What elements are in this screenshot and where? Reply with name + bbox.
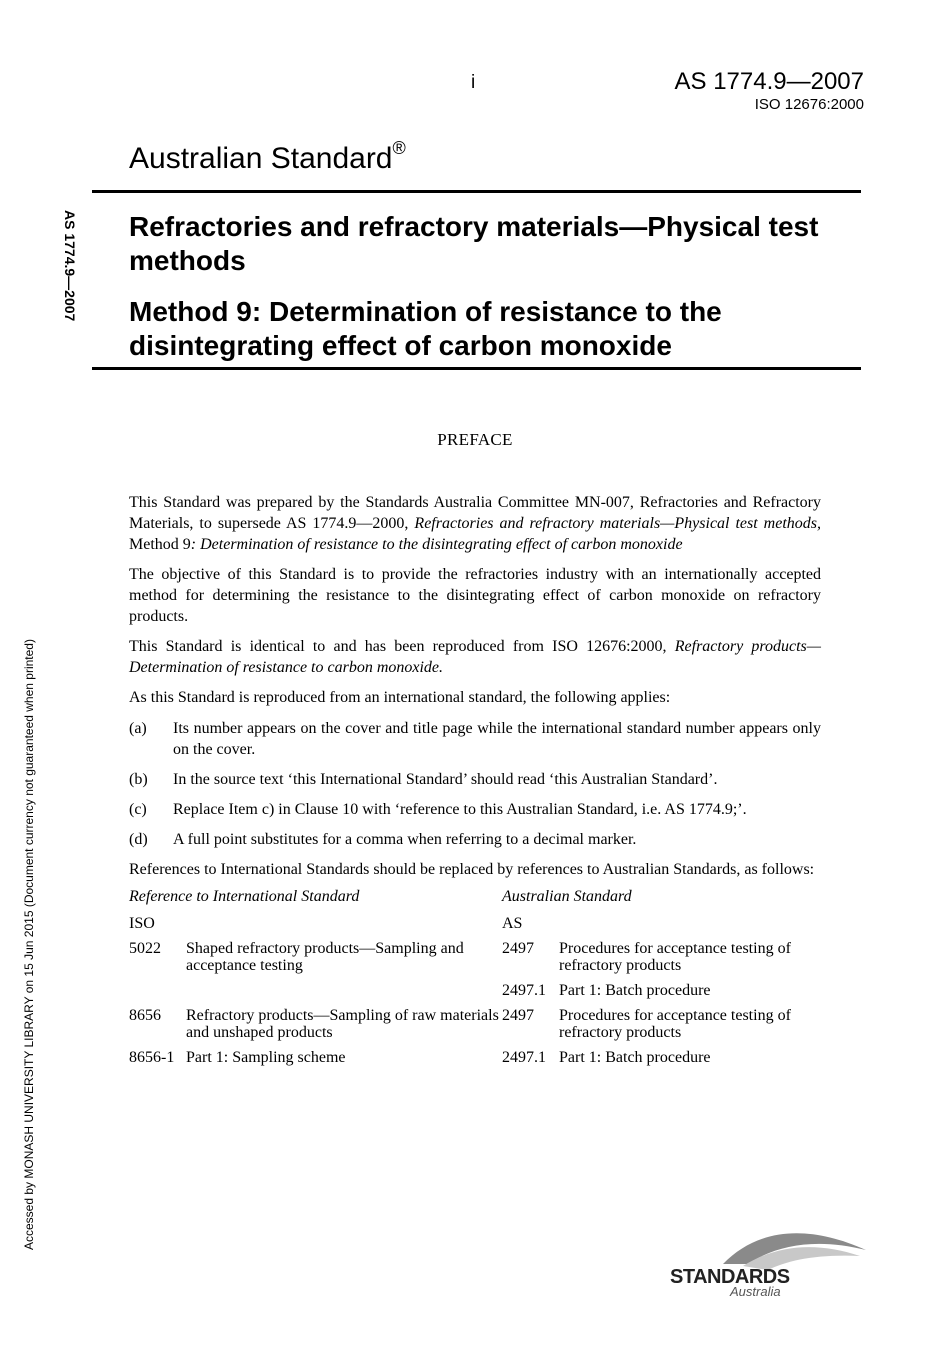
list-item-text: Replace Item c) in Clause 10 with ‘reference to this Australian Standard, i.e. AS 1774.9;’. bbox=[173, 801, 747, 818]
access-watermark: Accessed by MONASH UNIVERSITY LIBRARY on 15 Jun 2015 (Document currency not guaranteed when printed) bbox=[22, 639, 36, 1250]
iso-code: 8656-1 bbox=[129, 1049, 175, 1066]
list-item-label: (c) bbox=[129, 801, 147, 818]
preface-paragraph-5: References to International Standards should be replaced by references to Australian Standards, as follows: bbox=[129, 861, 815, 878]
document-title: Refractories and refractory materials—Physical test methods bbox=[129, 211, 819, 276]
table-org-row bbox=[129, 915, 849, 940]
iso-title: Refractory products—Sampling of raw materials and unshaped products bbox=[186, 1007, 499, 1041]
table-row bbox=[129, 982, 849, 1007]
right-column-header bbox=[502, 881, 849, 915]
table-header-row bbox=[129, 881, 849, 915]
p1-method: Method 9 bbox=[129, 536, 191, 553]
iso-title bbox=[186, 982, 502, 1007]
list-item-text: Its number appears on the cover and title page while the international standard number appears only on the cover. bbox=[173, 720, 821, 758]
as-code: 2497.1 bbox=[502, 982, 546, 999]
iso-title: Shaped refractory products—Sampling and acceptance testing bbox=[186, 940, 464, 974]
p3-cited-title: Refractory products—Determination of resistance to carbon monoxide. bbox=[129, 638, 821, 676]
iso-code: 8656 bbox=[129, 1007, 161, 1024]
logo-subtitle: Australia bbox=[730, 1284, 781, 1299]
iso-title: Part 1: Sampling scheme bbox=[186, 1049, 346, 1066]
list-item-label: (a) bbox=[129, 720, 147, 737]
left-header-text: Reference to International Standard bbox=[129, 888, 360, 905]
p1-method-title: : Determination of resistance to the disintegrating effect of carbon monoxide bbox=[190, 536, 683, 553]
table-row bbox=[129, 1007, 849, 1049]
logo-wordmark: STANDARDS bbox=[670, 1266, 790, 1288]
as-title: Procedures for acceptance testing of refractory products bbox=[559, 1007, 791, 1041]
iso-number: ISO 12676:2000 bbox=[754, 96, 864, 113]
as-code: 2497 bbox=[502, 1007, 534, 1024]
preface-paragraph-3 bbox=[129, 636, 821, 678]
title-rule-top bbox=[92, 190, 861, 193]
left-org: ISO bbox=[129, 915, 155, 932]
as-code: 2497 bbox=[502, 940, 534, 957]
list-item-text: In the source text ‘this International Standard’ should read ‘this Australian Standard’. bbox=[173, 771, 718, 788]
p3-text-start: This Standard is identical to and has been reproduced from ISO 12676:2000, bbox=[129, 638, 675, 655]
right-org: AS bbox=[502, 915, 523, 932]
right-header-text: Australian Standard bbox=[502, 888, 632, 905]
list-item bbox=[129, 829, 821, 850]
list-item-label: (d) bbox=[129, 831, 148, 848]
iso-code: 5022 bbox=[129, 940, 161, 957]
page-number: i bbox=[471, 72, 476, 93]
preface-body bbox=[129, 492, 821, 1074]
registered-mark: ® bbox=[392, 138, 406, 158]
preface-paragraph-4: As this Standard is reproduced from an international standard, the following applies: bbox=[129, 689, 671, 706]
table-row bbox=[129, 940, 849, 982]
method-title: Method 9: Determination of resistance to the disintegrating effect of carbon monoxide bbox=[129, 296, 722, 361]
list-item-label: (b) bbox=[129, 771, 148, 788]
preface-paragraph-1 bbox=[129, 492, 821, 555]
list-item-text: A full point substitutes for a comma when referring to a decimal marker. bbox=[173, 831, 637, 848]
standard-number: AS 1774.9—2007 bbox=[674, 68, 864, 95]
preface-paragraph-2: The objective of this Standard is to provide the refractories industry with an internationally accepted method for determining the resistance to the disintegrating effect of carbon monoxide on refractory products. bbox=[129, 566, 821, 625]
side-standard-code: AS 1774.9—2007 bbox=[62, 210, 78, 322]
iso-code bbox=[129, 982, 186, 1007]
left-column-header bbox=[129, 881, 502, 915]
table-row bbox=[129, 1049, 849, 1074]
preface-heading: PREFACE bbox=[437, 430, 513, 449]
standard-label-text: Australian Standard bbox=[129, 142, 393, 175]
as-title: Part 1: Batch procedure bbox=[559, 982, 711, 999]
p1-cited-title: Refractories and refractory materials—Physical test methods, bbox=[414, 515, 822, 532]
list-item bbox=[129, 769, 821, 790]
as-title: Part 1: Batch procedure bbox=[559, 1049, 711, 1066]
list-item bbox=[129, 718, 821, 760]
as-title: Procedures for acceptance testing of refractory products bbox=[559, 940, 791, 974]
standard-label bbox=[129, 138, 406, 176]
p1-text-start: This Standard was prepared by the Standards Australia Committee MN-007, Refractories and Refractory Materials, to supersede AS 1774.9—2000, bbox=[129, 494, 821, 532]
as-code: 2497.1 bbox=[502, 1049, 546, 1066]
list-item bbox=[129, 799, 821, 820]
reference-table bbox=[129, 881, 849, 1074]
title-rule-bottom bbox=[92, 367, 861, 370]
